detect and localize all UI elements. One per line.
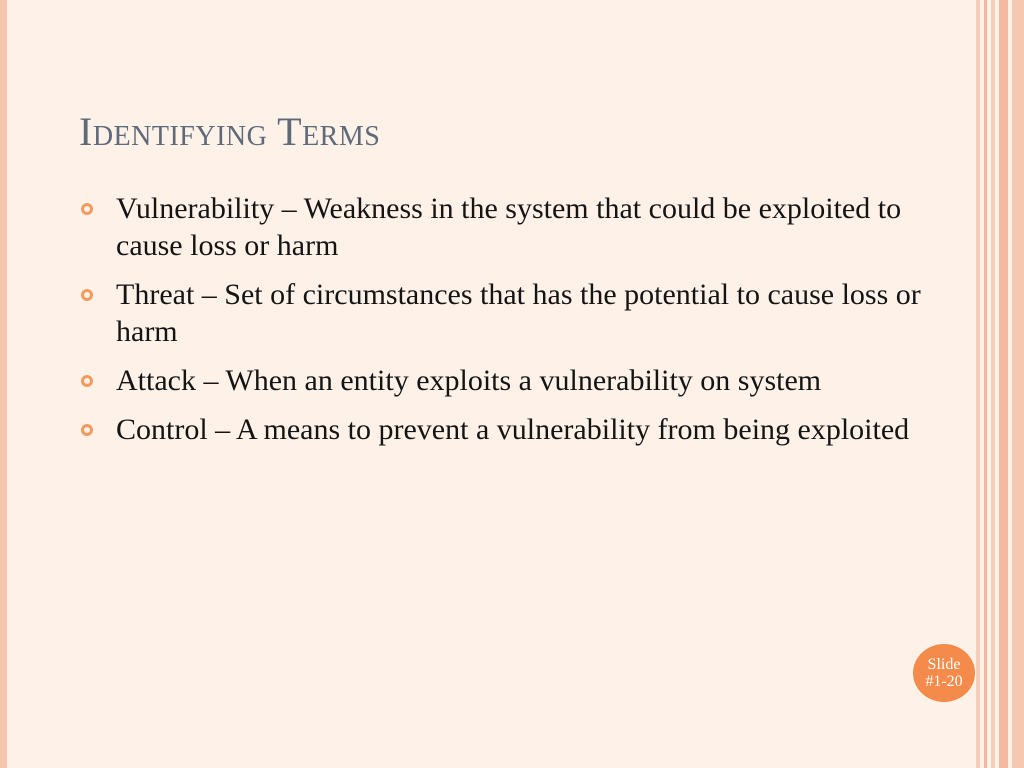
bullet-icon <box>81 203 93 215</box>
decorative-stripe <box>991 0 995 768</box>
slide-number-badge <box>913 644 975 702</box>
slide-title: Identifying Terms <box>79 109 381 154</box>
bullet-icon <box>81 289 93 301</box>
slide-number-value: #1-20 <box>925 673 963 690</box>
decorative-stripe <box>999 0 1008 768</box>
bullet-item-threat <box>80 276 950 350</box>
bullet-text: Vulnerability – Weakness in the system that could be exploited to cause loss or harm <box>116 192 902 262</box>
bullet-text: Attack – When an entity exploits a vulnerability on system <box>116 364 822 397</box>
bullet-item-control <box>80 411 950 448</box>
slide-number-label: Slide <box>927 656 961 673</box>
decorative-stripe <box>984 0 987 768</box>
bullet-item-vulnerability <box>80 190 950 264</box>
bullet-text: Control – A means to prevent a vulnerability from being exploited <box>116 413 910 446</box>
bullet-list <box>80 190 950 460</box>
bullet-text: Threat – Set of circumstances that has the potential to cause loss or harm <box>116 278 921 348</box>
decorative-stripe <box>1012 0 1024 768</box>
bullet-icon <box>81 424 93 436</box>
bullet-icon <box>81 375 93 387</box>
bullet-item-attack <box>80 362 950 399</box>
decorative-stripe <box>976 0 980 768</box>
